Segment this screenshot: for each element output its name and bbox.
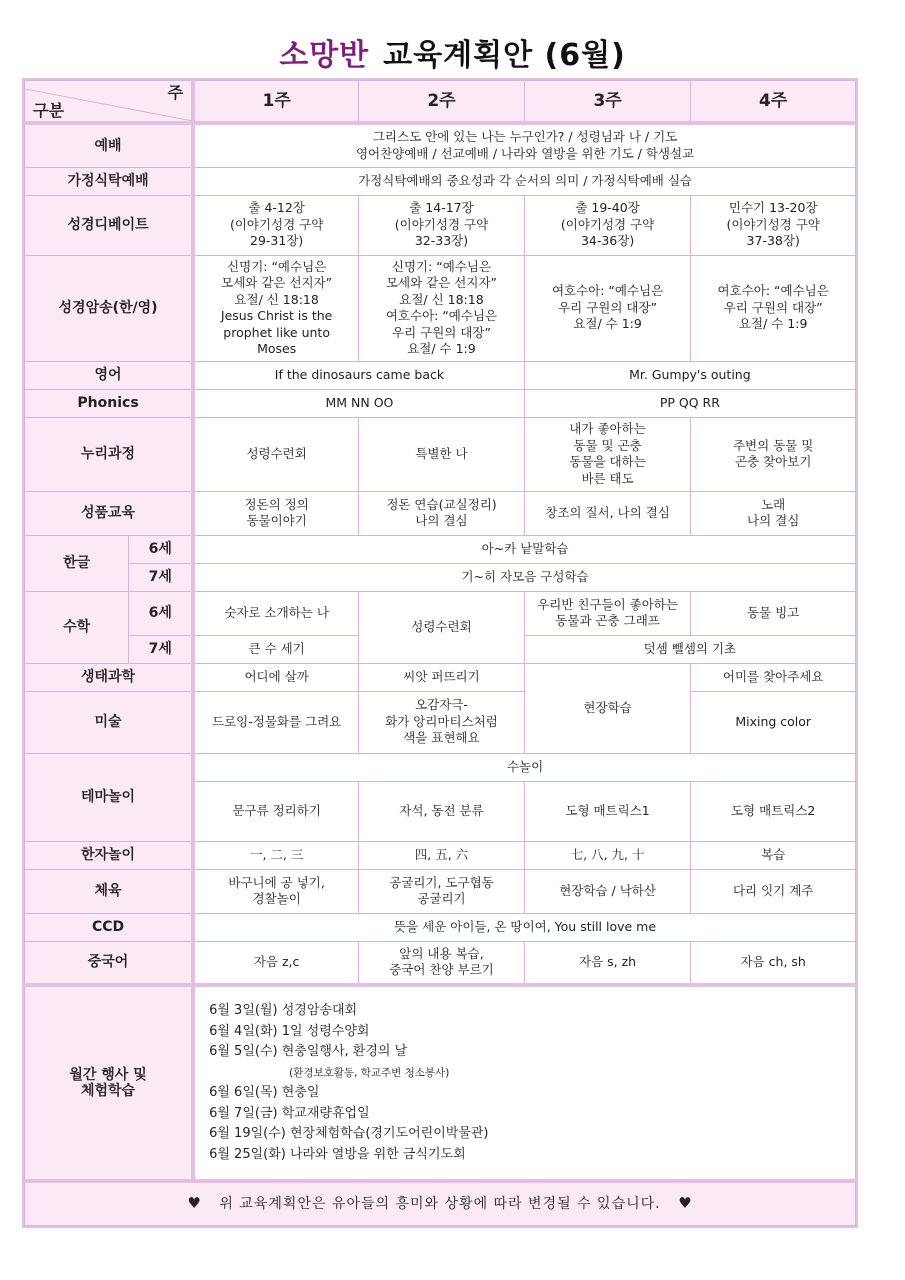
- theme-row-top: [25, 753, 856, 781]
- hanja-row: [25, 841, 856, 869]
- line: 요절/ 수 1:9: [738, 316, 808, 332]
- worship-text-1: 그리스도 안에 있는 나는 누구인가? / 성령님과 나 / 기도: [372, 129, 678, 145]
- line: 노래: [761, 496, 786, 512]
- memorize-week-2: [359, 255, 525, 361]
- hangul-age-6-content: 아~카 낱말학습: [193, 535, 855, 563]
- plan-table-frame: [22, 78, 858, 1228]
- memorize-week-3: [524, 255, 691, 361]
- line: (이야기성경 구약: [560, 216, 655, 232]
- character-week-1: [193, 491, 359, 535]
- bible-debate-row: [25, 195, 856, 255]
- nuri-week-2: [359, 417, 525, 491]
- event-item: 6월 7일(금) 학교재량휴업일: [209, 1105, 370, 1121]
- theme-week-1: 문구류 정리하기: [193, 781, 359, 841]
- worship-text-2: 영어찬양예배 / 선교예배 / 나라와 열방을 위한 기도 / 학생설교: [355, 145, 695, 161]
- line: 신명기: “예수님은: [391, 258, 492, 274]
- corner-cell: [25, 81, 194, 124]
- family-worship-content: 가정식탁예배의 중요성과 각 순서의 의미 / 가정식탁예배 실습: [193, 167, 855, 195]
- math-label: 수학: [25, 591, 129, 663]
- line: 우리 구원의 대장”: [392, 324, 491, 340]
- art-row: [25, 691, 856, 753]
- events-row: [25, 985, 856, 1181]
- page-title: [0, 30, 905, 74]
- line: prophet like unto: [223, 324, 330, 340]
- line: 자음 s, zh: [579, 954, 637, 969]
- line: 34-36장): [580, 233, 635, 249]
- corner-week-label: 주: [167, 83, 184, 102]
- line: 현장학습 / 낙하산: [559, 882, 656, 898]
- line: 경찰놀이: [252, 891, 301, 906]
- line: 동물이야기: [246, 513, 307, 528]
- worship-label: 예배: [25, 123, 194, 167]
- character-week-3: [524, 491, 691, 535]
- hangul-row-7: [25, 563, 856, 591]
- english-weeks-3-4: Mr. Gumpy's outing: [524, 361, 855, 389]
- heart-icon: ♥: [678, 1194, 693, 1213]
- character-label: 성품교육: [25, 491, 194, 535]
- eco-row: [25, 663, 856, 691]
- character-row: [25, 491, 856, 535]
- hanja-week-3: 七, 八, 九, 十: [524, 841, 691, 869]
- memorize-label: 성경암송(한/영): [25, 255, 194, 361]
- math-age-6: 6세: [129, 591, 193, 635]
- bible-debate-week-3: [524, 195, 691, 255]
- class-name: 소망반: [279, 38, 370, 73]
- pe-week-1: [193, 869, 359, 913]
- pe-week-2: [359, 869, 525, 913]
- line: 우리 구원의 대장”: [558, 299, 658, 315]
- memorize-week-1: [193, 255, 359, 361]
- events-label-line-1: 월간 행사 및: [69, 1066, 147, 1083]
- line: (이야기성경 구약: [394, 216, 489, 232]
- hangul-label: 한글: [25, 535, 129, 591]
- week-4-header: 4주: [691, 81, 856, 124]
- hangul-row-6: [25, 535, 856, 563]
- math-week-2: 성령수련회: [359, 591, 525, 663]
- nuri-week-4: [691, 417, 856, 491]
- hanja-week-4: 복습: [691, 841, 856, 869]
- chinese-week-4: [691, 941, 856, 985]
- math-weeks-3-4-age-7: 덧셈 뺄셈의 기초: [524, 635, 855, 663]
- line: 32-33장): [414, 233, 469, 249]
- line: 요절/ 수 1:9: [573, 316, 642, 332]
- chinese-week-3: [524, 941, 691, 985]
- family-worship-row: [25, 167, 856, 195]
- event-item: 6월 19일(수) 현장체험학습(경기도어린이박물관): [209, 1126, 489, 1141]
- event-item: 6월 4일(화) 1일 성령수양회: [209, 1023, 370, 1039]
- chinese-label: 중국어: [25, 941, 194, 985]
- line: 출 14-17장: [409, 200, 474, 216]
- pe-week-3: [524, 869, 691, 913]
- nuri-week-3: [524, 417, 691, 491]
- art-week-1: 드로잉-정물화를 그려요: [193, 691, 359, 753]
- family-worship-label: 가정식탁예배: [25, 167, 194, 195]
- line: Moses: [257, 341, 297, 356]
- bible-debate-week-4: [691, 195, 856, 255]
- footer-text: 위 교육계획안은 유아들의 흥미와 상황에 따라 변경될 수 있습니다.: [219, 1196, 661, 1213]
- events-label-line-2: 체험학습: [80, 1083, 136, 1099]
- line: 바구니에 공 넣기,: [228, 874, 325, 890]
- theme-top-content: 수놀이: [193, 753, 855, 781]
- art-week-4: Mixing color: [691, 691, 856, 753]
- line: 동물을 대하는: [569, 454, 646, 469]
- line: 곤충 찾아보기: [734, 454, 812, 469]
- week-1-header: 1주: [193, 81, 359, 124]
- character-week-2: [359, 491, 525, 535]
- line: 다리 잇기 계주: [732, 882, 814, 898]
- week-2-header: 2주: [359, 81, 525, 124]
- math-week-4-age-6: 동물 빙고: [691, 591, 856, 635]
- theme-week-3: 도형 매트릭스1: [524, 781, 691, 841]
- line: 성령수련회: [246, 445, 307, 461]
- line: 내가 좋아하는: [569, 421, 646, 436]
- line: 색을 표현해요: [403, 730, 480, 746]
- event-item: 6월 3일(월) 성경암송대회: [209, 1003, 358, 1018]
- line: 공굴리기: [417, 891, 466, 906]
- line: 오감자극-: [415, 697, 468, 713]
- math-week-1-age-6: 숫자로 소개하는 나: [193, 591, 359, 635]
- worship-content: [193, 123, 855, 167]
- eco-label: 생태과학: [25, 663, 194, 691]
- hanja-label: 한자놀이: [25, 841, 194, 869]
- line: 우리 구원의 대장”: [723, 299, 823, 315]
- line: 모세와 같은 선지자”: [221, 275, 333, 290]
- hangul-age-7: 7세: [129, 563, 193, 591]
- events-label: [25, 985, 194, 1181]
- line: 여호수아: “예수님은: [717, 283, 829, 299]
- art-week-2: [359, 691, 525, 753]
- line: 출 4-12장: [248, 200, 305, 216]
- theme-label: 테마놀이: [25, 753, 194, 841]
- line: (이야기성경 구약: [726, 216, 820, 232]
- eco-week-1: 어디에 살까: [193, 663, 359, 691]
- chinese-week-2: [359, 941, 525, 985]
- phonics-label: Phonics: [25, 389, 194, 417]
- hanja-week-1: 一, 二, 三: [193, 841, 359, 869]
- phonics-weeks-1-2: MM NN OO: [193, 389, 524, 417]
- eco-week-4: 어미를 찾아주세요: [691, 663, 856, 691]
- line: 주변의 동물 및: [732, 437, 814, 453]
- bible-debate-week-1: [193, 195, 359, 255]
- line: 요절/ 신 18:18: [234, 291, 319, 307]
- ccd-row: [25, 913, 856, 941]
- line: 나의 결심: [747, 513, 800, 528]
- nuri-row: [25, 417, 856, 491]
- math-week-1-age-7: 큰 수 세기: [193, 635, 359, 663]
- line: 출 19-40장: [575, 200, 640, 216]
- character-week-4: [691, 491, 856, 535]
- english-row: [25, 361, 856, 389]
- line: 정돈의 정의: [244, 496, 309, 512]
- line: 요절/ 신 18:18: [399, 291, 484, 307]
- events-list: [193, 985, 855, 1181]
- line: 정돈 연습(교실정리): [386, 496, 497, 512]
- hanja-week-2: 四, 五, 六: [359, 841, 525, 869]
- pe-label: 체육: [25, 869, 194, 913]
- line: 여호수아: “예수님은: [551, 283, 664, 299]
- line: 동물 및 곤충: [573, 437, 642, 453]
- phonics-row: [25, 389, 856, 417]
- english-weeks-1-2: If the dinosaurs came back: [193, 361, 524, 389]
- nuri-label: 누리과정: [25, 417, 194, 491]
- hangul-age-6: 6세: [129, 535, 193, 563]
- event-item: 6월 25일(화) 나라와 열방을 위한 금식기도회: [209, 1146, 466, 1162]
- footer-note: [25, 1181, 856, 1226]
- header-row: [25, 81, 856, 124]
- line: 모세와 같은 선지자”: [385, 275, 497, 290]
- theme-week-2: 자석, 동전 분류: [359, 781, 525, 841]
- art-label: 미술: [25, 691, 194, 753]
- math-age-7: 7세: [129, 635, 193, 663]
- heart-icon: ♥: [187, 1194, 202, 1213]
- eco-week-2: 씨앗 퍼뜨리기: [359, 663, 525, 691]
- week-3-header: 3주: [524, 81, 691, 124]
- line: 자음 ch, sh: [740, 954, 806, 969]
- line: 화가 앙리마티스처럼: [385, 713, 498, 729]
- nuri-week-1: [193, 417, 359, 491]
- line: (이야기성경 구약: [229, 216, 324, 232]
- line: 특별한 나: [415, 445, 468, 461]
- title-rest: 교육계획안 (6월): [383, 38, 626, 73]
- ccd-label: CCD: [25, 913, 194, 941]
- line: 창조의 질서, 나의 결심: [545, 504, 670, 520]
- chinese-row: [25, 941, 856, 985]
- memorize-week-4: [691, 255, 856, 361]
- line: 민수기 13-20장: [728, 200, 818, 216]
- math-row-6: [25, 591, 856, 635]
- phonics-weeks-3-4: PP QQ RR: [524, 389, 855, 417]
- theme-week-4: 도형 매트릭스2: [691, 781, 856, 841]
- event-item: 6월 6일(목) 현충일: [209, 1085, 320, 1100]
- event-item: 6월 5일(수) 현충일행사, 환경의 날: [209, 1044, 408, 1059]
- memorize-row: [25, 255, 856, 361]
- ccd-content: 뜻을 세운 아이들, 온 땅이여, You still love me: [193, 913, 855, 941]
- line: 동물과 곤충 그래프: [555, 613, 660, 628]
- math-week-3-age-6: [524, 591, 691, 635]
- pe-row: [25, 869, 856, 913]
- line: 37-38장): [746, 233, 800, 249]
- line: 요절/ 수 1:9: [407, 341, 476, 356]
- bible-debate-week-2: [359, 195, 525, 255]
- chinese-week-1: [193, 941, 359, 985]
- line: 여호수아: “예수님은: [385, 308, 498, 323]
- line: Jesus Christ is the: [220, 308, 333, 323]
- line: 나의 결심: [415, 513, 468, 528]
- line: 신명기: “예수님은: [227, 258, 327, 274]
- line: 29-31장): [250, 233, 304, 249]
- line: 앞의 내용 복습,: [399, 945, 484, 961]
- line: 중국어 찬양 부르기: [389, 962, 494, 978]
- corner-category-label: 구분: [33, 100, 64, 120]
- line: 자음 z,c: [253, 954, 300, 969]
- eco-art-week-3: 현장학습: [524, 663, 691, 753]
- pe-week-4: [691, 869, 856, 913]
- line: 우리반 친구들이 좋아하는: [537, 596, 678, 612]
- event-item-note: (환경보호활동, 학교주변 청소봉사): [289, 1066, 450, 1079]
- hangul-age-7-content: 기~히 자모음 구성학습: [193, 563, 855, 591]
- line: 공굴리기, 도구협동: [389, 874, 494, 890]
- english-label: 영어: [25, 361, 194, 389]
- plan-table: [24, 80, 856, 1226]
- worship-row: [25, 123, 856, 167]
- line: 바른 태도: [581, 470, 634, 486]
- footer-row: [25, 1181, 856, 1226]
- bible-debate-label: 성경디베이트: [25, 195, 194, 255]
